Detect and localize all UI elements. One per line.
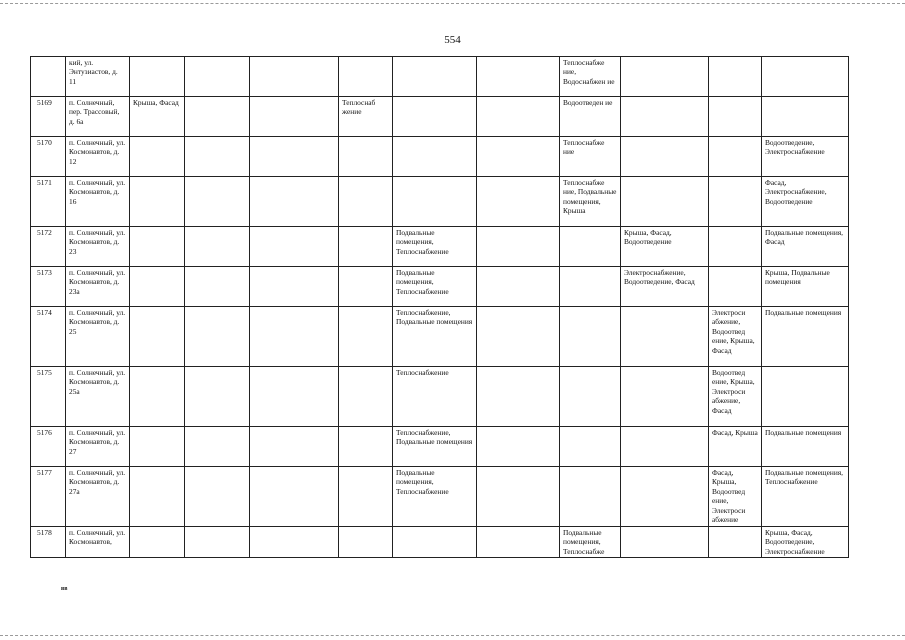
cell-col-10	[621, 307, 709, 367]
cell-col-3	[130, 526, 185, 557]
cell-address: п. Солнечный, ул. Космонавтов, д. 27а	[66, 467, 130, 527]
cell-col-12	[762, 57, 849, 97]
cell-col-8	[477, 57, 560, 97]
scan-top-edge	[0, 3, 905, 4]
cell-col-9	[560, 467, 621, 527]
cell-col-8	[477, 97, 560, 137]
cell-row-number	[31, 57, 66, 97]
cell-col-11	[709, 526, 762, 557]
cell-col-10	[621, 97, 709, 137]
cell-row-number: 5170	[31, 137, 66, 177]
cell-col-12: Крыша, Подвальные помещения	[762, 267, 849, 307]
table-row	[31, 57, 849, 97]
cell-col-3	[130, 57, 185, 97]
cell-col-3	[130, 307, 185, 367]
cell-col-6	[339, 307, 393, 367]
cell-col-7: Подвальные помещения, Теплоснабжение	[393, 227, 477, 267]
cell-col-5	[250, 227, 339, 267]
cell-address: п. Солнечный, ул. Космонавтов, д. 23	[66, 227, 130, 267]
cell-col-11: Водоотвед ение, Крыша, Электроси абжение, Фасад	[709, 367, 762, 427]
cell-col-4	[185, 427, 250, 467]
cell-col-5	[250, 367, 339, 427]
cell-col-9	[560, 307, 621, 367]
cell-col-4	[185, 227, 250, 267]
table-row	[31, 137, 849, 177]
cell-row-number: 5175	[31, 367, 66, 427]
cell-col-7: Подвальные помещения, Теплоснабжение	[393, 467, 477, 527]
cell-row-number: 5177	[31, 467, 66, 527]
cell-col-3	[130, 467, 185, 527]
cell-col-6	[339, 427, 393, 467]
cell-col-3	[130, 137, 185, 177]
cell-col-7: Теплоснабжение, Подвальные помещения	[393, 307, 477, 367]
cell-address: п. Солнечный, ул. Космонавтов,	[66, 526, 130, 557]
cell-col-9	[560, 227, 621, 267]
cell-row-number: 5169	[31, 97, 66, 137]
cell-col-11: Фасад, Крыша, Водоотвед ение, Электроси абжение	[709, 467, 762, 527]
cell-col-11	[709, 267, 762, 307]
cell-col-9: Теплоснабже ние, Подвальные помещения, Крыша	[560, 177, 621, 227]
cell-address: п. Солнечный, ул. Космонавтов, д. 25а	[66, 367, 130, 427]
cell-address: п. Солнечный, ул. Космонавтов, д. 12	[66, 137, 130, 177]
cell-col-7	[393, 526, 477, 557]
cell-col-11	[709, 177, 762, 227]
table-row	[31, 367, 849, 427]
cell-row-number: 5171	[31, 177, 66, 227]
cell-col-11	[709, 97, 762, 137]
cell-col-5	[250, 526, 339, 557]
cell-col-5	[250, 467, 339, 527]
cell-col-4	[185, 97, 250, 137]
cell-col-5	[250, 57, 339, 97]
repair-schedule-table	[30, 56, 849, 558]
cell-col-5	[250, 137, 339, 177]
cell-col-5	[250, 97, 339, 137]
cell-col-6	[339, 137, 393, 177]
cell-col-10	[621, 427, 709, 467]
cell-col-6	[339, 526, 393, 557]
cell-col-7: Теплоснабжение	[393, 367, 477, 427]
cell-col-3	[130, 367, 185, 427]
cell-col-8	[477, 227, 560, 267]
cell-col-7: Теплоснабжение, Подвальные помещения	[393, 427, 477, 467]
cell-col-9	[560, 427, 621, 467]
cell-col-5	[250, 307, 339, 367]
page-number: 554	[444, 34, 461, 46]
cell-col-10: Электроснабжение, Водоотведение, Фасад	[621, 267, 709, 307]
cell-address: п. Солнечный, ул. Космонавтов, д. 27	[66, 427, 130, 467]
cell-col-10	[621, 137, 709, 177]
cell-col-9	[560, 267, 621, 307]
cell-col-5	[250, 267, 339, 307]
cell-col-8	[477, 137, 560, 177]
table-row	[31, 267, 849, 307]
cell-address: п. Солнечный, ул. Космонавтов, д. 23а	[66, 267, 130, 307]
table-row	[31, 227, 849, 267]
cell-col-8	[477, 526, 560, 557]
cell-address: п. Солнечный, ул. Космонавтов, д. 25	[66, 307, 130, 367]
table-row	[31, 467, 849, 527]
cell-col-9: Теплоснабже ние, Водоснабжен ие	[560, 57, 621, 97]
table-row	[31, 427, 849, 467]
cell-col-4	[185, 177, 250, 227]
cell-col-9: Подвальные помещения, Теплоснабже	[560, 526, 621, 557]
table-row	[31, 177, 849, 227]
table-row	[31, 526, 849, 557]
cell-col-3	[130, 177, 185, 227]
cell-col-4	[185, 307, 250, 367]
cell-col-12: Подвальные помещения	[762, 427, 849, 467]
cell-col-12: Подвальные помещения	[762, 307, 849, 367]
cell-col-12: Водоотведение, Электроснабжение	[762, 137, 849, 177]
cell-col-10	[621, 526, 709, 557]
cell-col-8	[477, 467, 560, 527]
cell-col-7	[393, 137, 477, 177]
cell-col-12	[762, 97, 849, 137]
cell-address: кий, ул. Энтузиастов, д. 11	[66, 57, 130, 97]
cell-col-4	[185, 267, 250, 307]
cell-col-7	[393, 97, 477, 137]
cell-col-11	[709, 57, 762, 97]
cell-col-9: Теплоснабже ние	[560, 137, 621, 177]
cell-col-4	[185, 137, 250, 177]
scan-bottom-edge	[0, 635, 905, 636]
cell-col-5	[250, 177, 339, 227]
cell-col-6	[339, 227, 393, 267]
cell-col-6: Теплоснаб жение	[339, 97, 393, 137]
cell-col-12: Подвальные помещения, Фасад	[762, 227, 849, 267]
cell-col-10: Крыша, Фасад, Водоотведение	[621, 227, 709, 267]
cell-col-6	[339, 57, 393, 97]
cell-col-3: Крыша, Фасад	[130, 97, 185, 137]
cell-col-4	[185, 57, 250, 97]
cell-col-6	[339, 367, 393, 427]
cell-col-8	[477, 427, 560, 467]
footer-mark: вв	[61, 586, 68, 592]
cell-col-7	[393, 57, 477, 97]
cell-col-8	[477, 307, 560, 367]
cell-col-12: Фасад, Электроснабжение, Водоотведение	[762, 177, 849, 227]
cell-col-12: Крыша, Фасад, Водоотведение, Электроснабжение	[762, 526, 849, 557]
cell-col-4	[185, 526, 250, 557]
cell-col-8	[477, 177, 560, 227]
cell-col-8	[477, 367, 560, 427]
cell-col-3	[130, 227, 185, 267]
table-row	[31, 307, 849, 367]
cell-col-5	[250, 427, 339, 467]
cell-col-6	[339, 267, 393, 307]
cell-col-9	[560, 367, 621, 427]
cell-col-6	[339, 467, 393, 527]
cell-col-11	[709, 137, 762, 177]
cell-row-number: 5176	[31, 427, 66, 467]
cell-col-8	[477, 267, 560, 307]
cell-col-4	[185, 467, 250, 527]
cell-col-12	[762, 367, 849, 427]
cell-col-10	[621, 177, 709, 227]
cell-col-7: Подвальные помещения, Теплоснабжение	[393, 267, 477, 307]
cell-col-3	[130, 267, 185, 307]
table-row	[31, 97, 849, 137]
cell-row-number: 5173	[31, 267, 66, 307]
cell-col-11: Электроси абжение, Водоотвед ение, Крыша, Фасад	[709, 307, 762, 367]
cell-col-3	[130, 427, 185, 467]
cell-row-number: 5174	[31, 307, 66, 367]
cell-col-9: Водоотведен ие	[560, 97, 621, 137]
cell-col-10	[621, 57, 709, 97]
cell-col-11: Фасад, Крыша	[709, 427, 762, 467]
cell-address: п. Солнечный, ул. Космонавтов, д. 16	[66, 177, 130, 227]
cell-address: п. Солнечный, пер. Трассовый, д. 6а	[66, 97, 130, 137]
cell-col-10	[621, 367, 709, 427]
cell-col-10	[621, 467, 709, 527]
cell-col-6	[339, 177, 393, 227]
cell-col-7	[393, 177, 477, 227]
cell-row-number: 5172	[31, 227, 66, 267]
cell-col-11	[709, 227, 762, 267]
cell-col-4	[185, 367, 250, 427]
cell-row-number: 5178	[31, 526, 66, 557]
cell-col-12: Подвальные помещения, Теплоснабжение	[762, 467, 849, 527]
